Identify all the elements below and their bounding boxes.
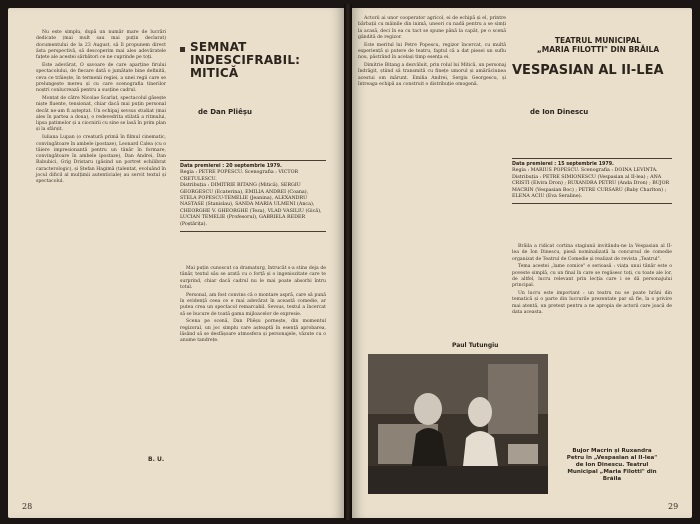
left-article-column-2: [180, 266, 326, 506]
caption-line: Municipal „Maria Filotti" din: [567, 469, 657, 475]
title-bullet: [180, 47, 185, 52]
paragraph: Scena pe scenă, Dan Pliêșu pornește, din momentul regizoral, un joc simplu care așteaptă în esență aprobarea, lăsând să se desfășoare atmosfera și personajele, văzute cu o anume tandrețe.: [180, 319, 326, 344]
caption-line: Petru în „Vespasian al II-lea": [566, 455, 658, 461]
article-signoff: B. U.: [148, 456, 165, 463]
cast-line: Data premierei : 15 septembrie 1979.: [512, 162, 614, 167]
left-article-column: [36, 30, 166, 490]
cast-line: Distribuția : PETRE SIMIONESCU (Vespasian al II-lea) ; ANA CRISTI (Elvira Dron) ; RUXANDRA PETRU (Anda Dron) ; BUJOR MACRIN (Vespasian Boc) ; PETRE CURSARU (Baby Charlton) ; ELENA ACIU (Eva Seraline).: [512, 174, 670, 200]
photo-caption: [552, 448, 672, 483]
paragraph: Este adevărat, O savoare de care aparține firului spectacolului, de fiecare dată o jumătate bine definită, ceva ce trăiește, în termenii regiei, a unei regii care se prelungește mereu și cu care scenografia tinerilor noștri conlucrează pentru a susține cadrul.: [36, 62, 166, 94]
paragraph: Iuliana Lupan (o creatură primă în filmul cinematic, convingătoare în ambele ipostaze), Leonard Calea (cu o tăiere impresionantă pentru un tânăr în formare, convingătoare în ambele ipostaze), Dan Andrei, Dan Babubici, Grig Dristaru (găsind un portret echilibrat caracterologic), și Ștefan Hagimă (talentat, evoluând în jocul dificil al mulțimii autenticiale) au servit textul și spectacolul.: [36, 135, 167, 185]
cast-line: Regia : MARIUS POPESCU. Scenografia : DOINA LEVINTA.: [512, 168, 658, 174]
cast-line: Data premierei : 20 septembrie 1979.: [180, 164, 282, 169]
paragraph: Brăila a ridicat cortina stagiunii invitându-ne la Vespasian al II-lea de Ion Dinescu, piesă nominalizată la concursul de comedie organizat de Teatrul de Comedie și realizat de revista „Teatrul".: [512, 244, 672, 262]
right-page: [352, 8, 692, 518]
paragraph: Mai puțin cunoscut ca dramaturg, întrucât s-a stins deja de tânăr, textul său se arată cu o forță și o ingeniozitate care te surprind, chiar dacă cadrul nu le mai poate absorbi întru totul.: [180, 266, 326, 290]
header-line: „MARIA FILOTTI" DIN BRĂILA: [536, 45, 660, 54]
cast-box: [512, 158, 672, 204]
page-number: 28: [22, 502, 33, 511]
title-line: INDESCIFRABIL:: [190, 53, 301, 67]
theatre-header: [510, 36, 686, 54]
author-credit: Paul Tutungiu: [452, 342, 499, 349]
cast-line: Distribuția : DIMITRIE BITANG (Mitică), SERGIU GEORGESCU (Ecaterina), EMILIA ANDREI (Coana), STELA POPESCU-TEMELIE (Jeanina), ALEXANDRU NASTASE (Stanislau), SANDA MARIA ULMENI (Anca), CHEORGHE V. GHEORGHE (Teza), VLAD VASILIU (Gică), LUCIAN TEMELIE (Profesorul), GABRIELA REDER (Poștărița).: [180, 183, 322, 227]
paragraph: Actorii ai unor cooperator agricol, ei de echipă și el, printre bărbații cu mâinile din inimă, uneori cu nadă pentru a se simți la acasă, deci în ea cu tact se spune până la capăt, pe o scenă gândită de regizor.: [358, 16, 506, 40]
page-number: 29: [668, 502, 679, 511]
cast-box: [180, 160, 326, 232]
paragraph: Dimitrie Bitang a dezvăluit, prin rolul lui Mitică, un personaj îndrăgit, știind să transmită cu finețe umorul și amărăciunea acestui om mărunt. Emilia Andrei, Sergiu Georgescu, și întreaga echipă au construit o distribuție omogenă.: [358, 63, 506, 87]
byline: de Dan Pliêșu: [198, 108, 252, 116]
article-title: [190, 41, 300, 80]
caption-line: Bujor Macrin și Ruxandra: [572, 448, 652, 454]
header-line: TEATRUL MUNICIPAL: [554, 36, 642, 45]
caption-line: Brăila: [602, 476, 622, 482]
right-article-column-2: [512, 244, 672, 434]
paragraph: Montat de către Nicolae Scarlat, spectacolul găsește niște fluente, tensionat, chiar dacă mai puțin personal decât ne-am fi așteptat. Un echipaj sevsus studiat (mai ales în partea a doua), o redevedrita stilată a ritmului, lipsa patimelor și a ciocnirii cu sine se lasă în prim plan și la sfârșit.: [36, 95, 166, 133]
left-page: [8, 8, 344, 518]
caption-line: de Ion Dinescu. Teatrul: [575, 462, 649, 468]
byline: de Ion Dinescu: [530, 108, 589, 116]
article-title: VESPASIAN AL II-LEA: [512, 63, 664, 78]
title-line: MITICĂ: [190, 66, 239, 80]
paragraph: Un lucru este important : un teatru nu se poate hrăni din tematică și o parte din lucrurile prezentate par să fie, la o privire mai atentă, un pretext pentru a ne apropia de actorii care joacă de data aceasta.: [512, 291, 672, 315]
paragraph: Nu este simplu, după un număr mare de lucrări dedicate (mai mult sau mai puțin declarat) documentului de la 23 August, să îl propunem direct ăsta perspectivă, să descoperim mai ales adevăratele fațete ale acestei sărbători ce ne cuprinde pe toți.: [36, 30, 166, 61]
paragraph: Tema acestei „lame comice" e serioasă : viața unui tânăr este o poveste simplă, cu un final în care se regăsesc toți, cu toate ale lor, de altfel, lucru relevant prin lecția care i se dă personajului principal.: [512, 264, 672, 289]
right-article-column: [358, 16, 506, 336]
cast-line: Regia : PETRE POPESCU. Scenografia : VICTOR CRETULESCU.: [180, 170, 299, 182]
paragraph: Este meritul lui Petre Popescu, regizor încercat, cu multă experiență și putere de teatru, faptul că a dat piesei un suflu nou, păstrând în același timp esența ei.: [358, 42, 506, 61]
book-spine: [344, 4, 352, 520]
title-line: SEMNAT: [190, 40, 247, 54]
paragraph: Personal, am fost convins că o montare aspră, care să pună în evidență ceea ce e mai adevărat în această comedie, ar putea crea un spectacol remarcabil. Sevsus, textul a încercat să se bucure de toată gama mijloacelor de expresie.: [180, 292, 326, 317]
